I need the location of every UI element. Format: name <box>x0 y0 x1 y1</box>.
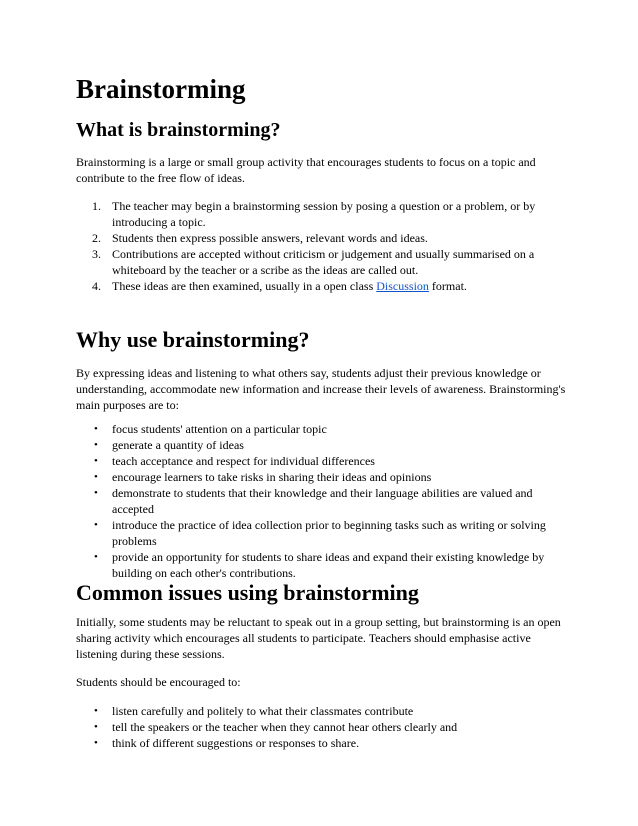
list-item-text: listen carefully and politely to what their classmates contribute <box>112 704 414 718</box>
list-item-text: provide an opportunity for students to share ideas and expand their existing knowledge by building on each other's contributions. <box>112 550 545 580</box>
list-number: 2. <box>92 231 101 245</box>
list-item-text-suffix: format. <box>431 279 467 293</box>
list-item <box>76 469 566 485</box>
discussion-link[interactable]: Discussion <box>376 279 429 293</box>
list-item <box>76 517 566 549</box>
section-heading-why: Why use brainstorming? <box>76 327 310 352</box>
list-item <box>76 437 566 453</box>
bullet-icon: • <box>94 423 98 435</box>
list-number: 4. <box>92 279 101 293</box>
tips-list <box>76 703 566 751</box>
list-item-text: teach acceptance and respect for individual differences <box>112 454 375 468</box>
section-intro-issues: Initially, some students may be reluctant to speak out in a group setting, but brainstorming is an open sharing activity which encourages all students to participate. Teachers should emphasise active listening during these sessions. <box>76 615 561 661</box>
list-item-text: think of different suggestions or responses to share. <box>112 736 360 750</box>
list-item-text-prefix: These ideas are then examined, usually in a open class <box>112 279 374 293</box>
bullet-icon: • <box>94 455 98 467</box>
bullet-icon: • <box>94 439 98 451</box>
list-item <box>76 246 566 278</box>
list-item-text: generate a quantity of ideas <box>112 438 244 452</box>
bullet-icon: • <box>94 519 98 531</box>
list-item <box>76 198 566 230</box>
section-intro-why: By expressing ideas and listening to what others say, students adjust their previous knowledge or understanding, accommodate new information and increase their levels of awareness. Brainstorming's main purposes are to: <box>76 366 566 412</box>
bullet-icon: • <box>94 551 98 563</box>
bullet-icon: • <box>94 487 98 499</box>
list-item-text: The teacher may begin a brainstorming session by posing a question or a problem, or by introducing a topic. <box>112 199 536 229</box>
list-item <box>76 735 566 751</box>
section-heading-issues: Common issues using brainstorming <box>76 580 419 605</box>
list-item <box>76 549 566 581</box>
list-item <box>76 278 566 294</box>
purposes-list <box>76 421 566 581</box>
list-number: 3. <box>92 247 101 261</box>
list-item <box>76 421 566 437</box>
list-number: 1. <box>92 199 101 213</box>
section-lead-issues: Students should be encouraged to: <box>76 675 241 689</box>
list-item <box>76 230 566 246</box>
list-item-text: Students then express possible answers, relevant words and ideas. <box>112 231 428 245</box>
list-item-text: tell the speakers or the teacher when they cannot hear others clearly and <box>112 720 458 734</box>
list-item-text: demonstrate to students that their knowledge and their language abilities are valued and accepted <box>112 486 533 516</box>
bullet-icon: • <box>94 471 98 483</box>
list-item-text: introduce the practice of idea collection prior to beginning tasks such as writing or solving problems <box>112 518 546 548</box>
steps-list <box>76 198 566 294</box>
bullet-icon: • <box>94 721 98 733</box>
list-item <box>76 719 566 735</box>
bullet-icon: • <box>94 705 98 717</box>
bullet-icon: • <box>94 737 98 749</box>
list-item-text: focus students' attention on a particular topic <box>112 422 327 436</box>
page-title: Brainstorming <box>76 74 246 104</box>
list-item <box>76 453 566 469</box>
list-item <box>76 703 566 719</box>
section-heading-what: What is brainstorming? <box>76 119 281 141</box>
list-item <box>76 485 566 517</box>
list-item-text: encourage learners to take risks in sharing their ideas and opinions <box>112 470 432 484</box>
list-item-text: Contributions are accepted without criticism or judgement and usually summarised on a whiteboard by the teacher or a scribe as the ideas are called out. <box>112 247 535 277</box>
section-intro-what: Brainstorming is a large or small group activity that encourages students to focus on a topic and contribute to the free flow of ideas. <box>76 155 536 185</box>
